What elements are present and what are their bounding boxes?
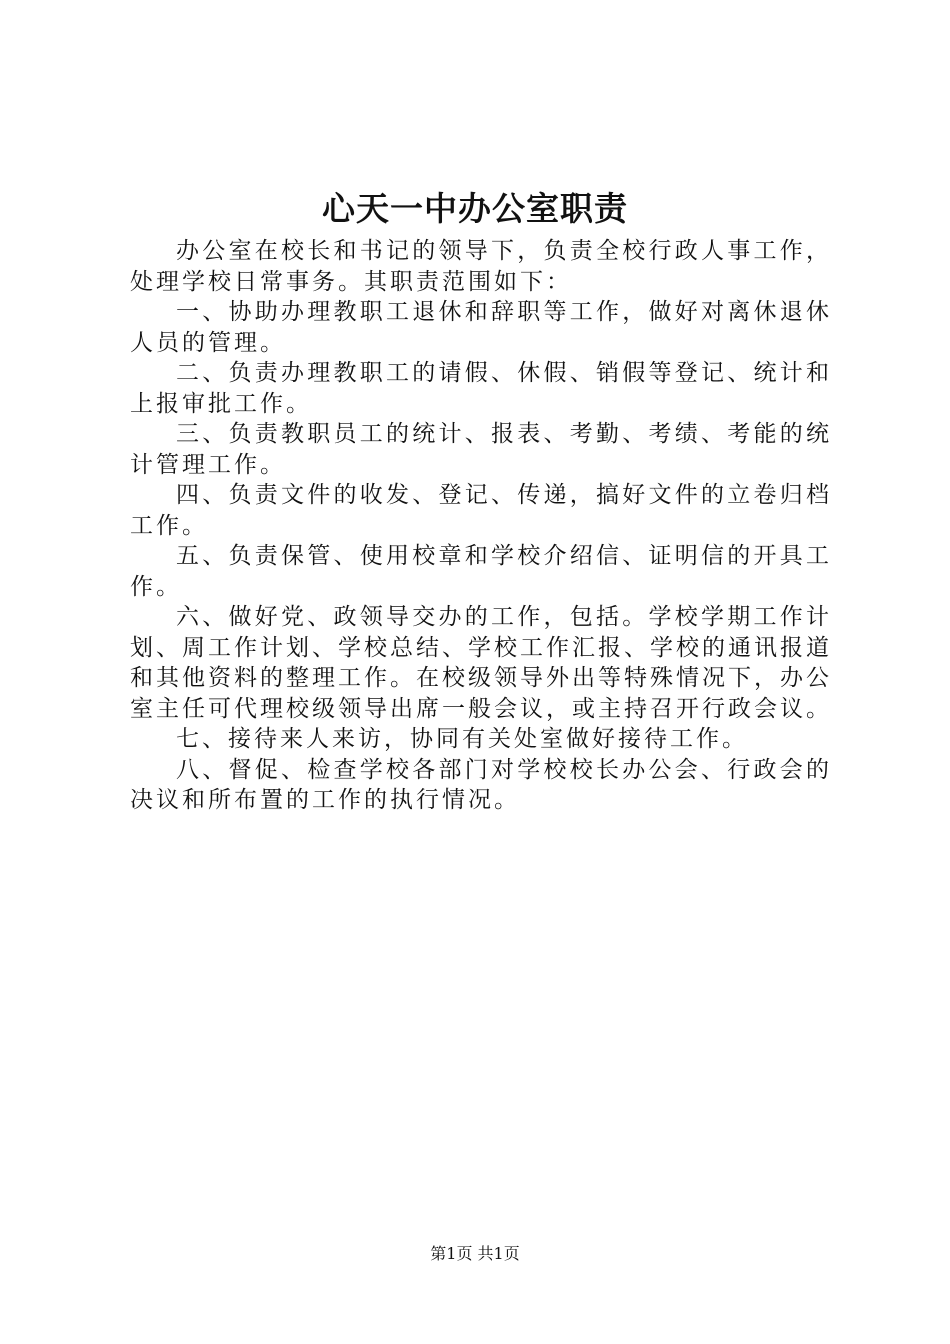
page-footer: 第1页 共1页 <box>430 1244 520 1263</box>
paragraph-item-5: 五、负责保管、使用校章和学校介绍信、证明信的开具工作。 <box>130 543 832 600</box>
paragraph-item-1: 一、协助办理教职工退休和辞职等工作，做好对离休退休人员的管理。 <box>130 299 832 356</box>
paragraph-intro: 办公室在校长和书记的领导下，负责全校行政人事工作，处理学校日常事务。其职责范围如下： <box>130 238 832 295</box>
document-body <box>130 236 832 816</box>
paragraph-item-2: 二、负责办理教职工的请假、休假、销假等登记、统计和上报审批工作。 <box>130 360 832 417</box>
paragraph-item-8: 八、督促、检查学校各部门对学校校长办公会、行政会的决议和所布置的工作的执行情况。 <box>130 756 832 813</box>
paragraph-item-3: 三、负责教职员工的统计、报表、考勤、考绩、考能的统计管理工作。 <box>130 421 832 478</box>
document-title: 心天一中办公室职责 <box>322 189 628 228</box>
paragraph-item-7: 七、接待来人来访，协同有关处室做好接待工作。 <box>176 726 748 752</box>
paragraph-item-6: 六、做好党、政领导交办的工作，包括。学校学期工作计划、周工作计划、学校总结、学校工作汇报、学校的通讯报道和其他资料的整理工作。在校级领导外出等特殊情况下，办公室主任可代理校级领导出席一般会议，或主持召开行政会议。 <box>130 604 832 722</box>
paragraph-item-4: 四、负责文件的收发、登记、传递，搞好文件的立卷归档工作。 <box>130 482 832 539</box>
